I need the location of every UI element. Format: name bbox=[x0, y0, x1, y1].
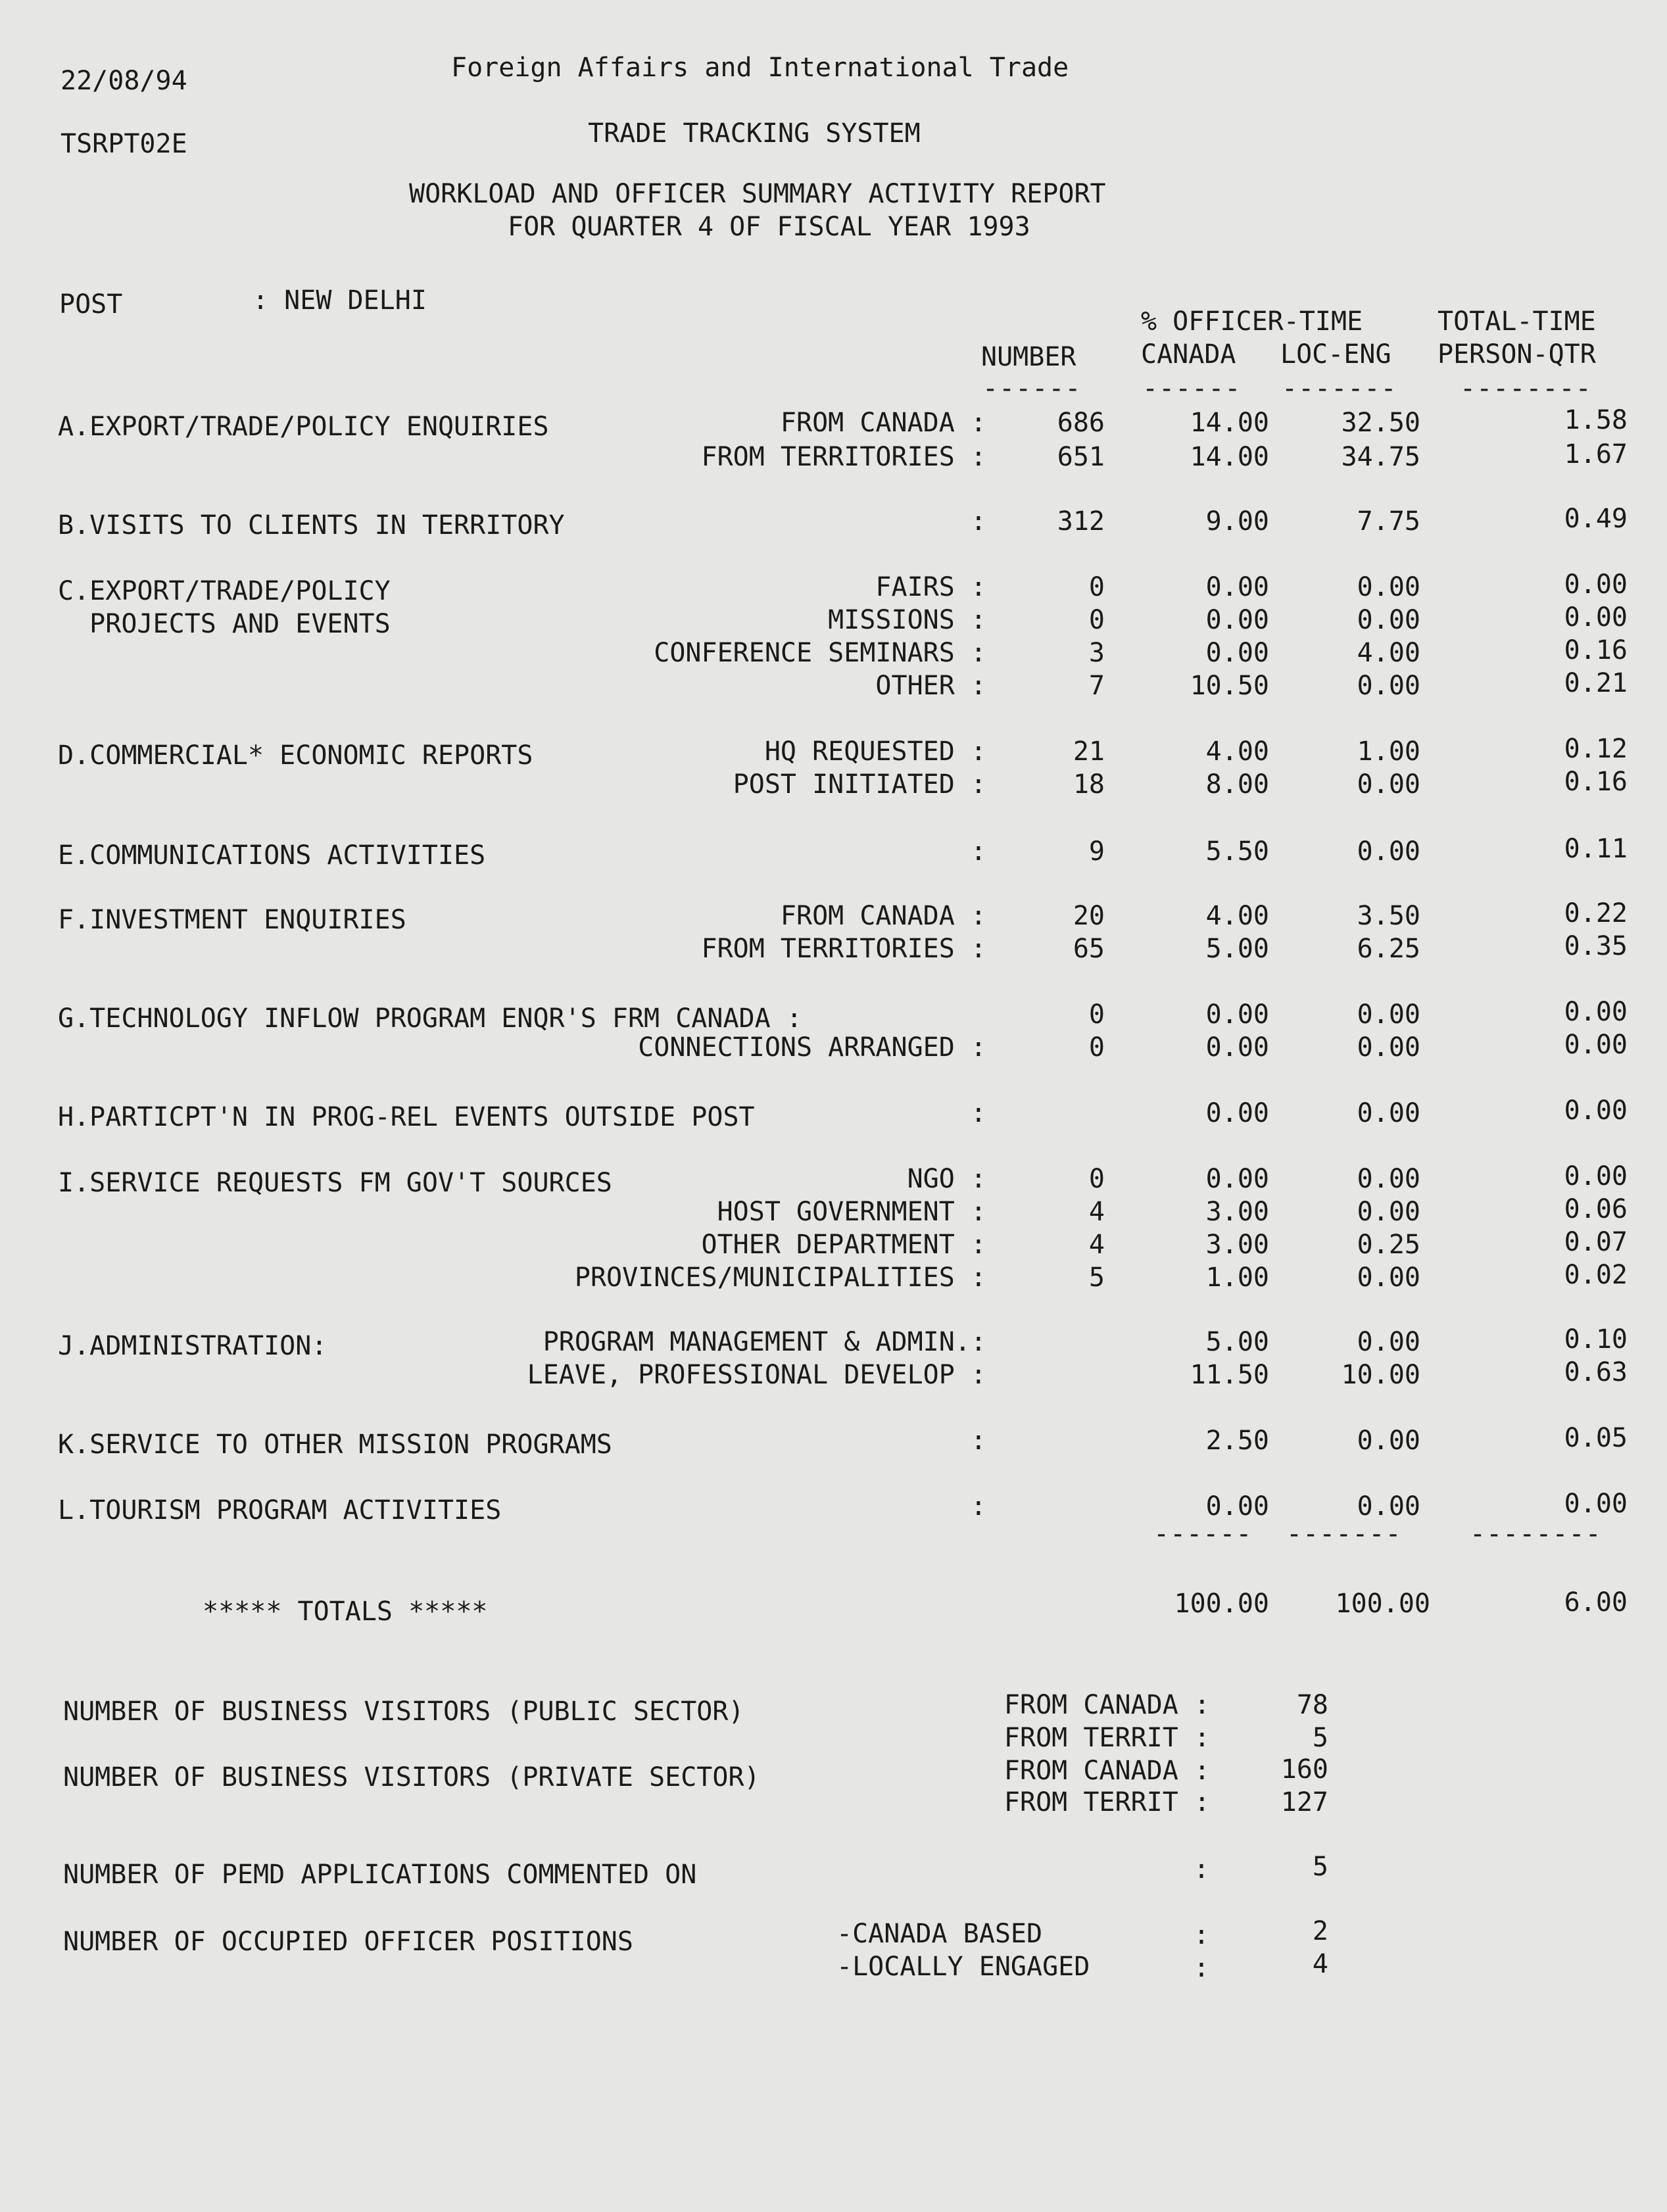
row-canada: 10.50 bbox=[1190, 671, 1269, 701]
totals-total: 6.00 bbox=[1564, 1587, 1628, 1618]
row-total: 0.00 bbox=[1564, 1161, 1628, 1191]
row-total: 0.16 bbox=[1564, 635, 1628, 665]
row-sublabel: FROM CANADA : bbox=[780, 408, 986, 438]
positions-local-val: 4 bbox=[1312, 1949, 1328, 1979]
post-value: : NEW DELHI bbox=[253, 285, 427, 316]
visitors-private-territ-val: 127 bbox=[1280, 1787, 1328, 1817]
row-category: H.PARTICPT'N IN PROG-REL EVENTS OUTSIDE POST bbox=[58, 1102, 755, 1132]
pemd-label: NUMBER OF PEMD APPLICATIONS COMMENTED ON bbox=[63, 1860, 697, 1890]
row-canada: 14.00 bbox=[1190, 408, 1269, 438]
row-canada: 8.00 bbox=[1205, 769, 1269, 800]
row-loc-eng: 0.00 bbox=[1357, 1262, 1420, 1293]
row-canada: 9.00 bbox=[1205, 506, 1269, 537]
row-canada: 5.50 bbox=[1205, 836, 1269, 867]
row-total: 0.00 bbox=[1564, 1095, 1628, 1126]
row-number: 7 bbox=[1088, 671, 1105, 701]
row-sublabel: MISSIONS : bbox=[828, 605, 986, 635]
row-sublabel: : bbox=[970, 506, 986, 537]
post-label: POST bbox=[59, 289, 123, 320]
positions-canada-val: 2 bbox=[1312, 1916, 1328, 1946]
row-total: 1.58 bbox=[1564, 405, 1628, 435]
row-sublabel: HQ REQUESTED : bbox=[764, 736, 986, 767]
row-category: PROJECTS AND EVENTS bbox=[58, 609, 391, 639]
row-canada: 0.00 bbox=[1205, 605, 1269, 635]
report-title-line2: FOR QUARTER 4 OF FISCAL YEAR 1993 bbox=[508, 212, 1030, 242]
row-total: 0.05 bbox=[1564, 1423, 1628, 1453]
row-canada: 4.00 bbox=[1205, 736, 1269, 767]
row-category: J.ADMINISTRATION: bbox=[58, 1331, 327, 1361]
row-category: A.EXPORT/TRADE/POLICY ENQUIRIES bbox=[58, 412, 549, 442]
col-loc-eng-header: LOC-ENG bbox=[1280, 339, 1391, 370]
col-officer-time-header: % OFFICER-TIME bbox=[1141, 306, 1363, 337]
row-number: 20 bbox=[1073, 901, 1105, 931]
row-canada: 5.00 bbox=[1205, 934, 1269, 964]
report-date: 22/08/94 bbox=[60, 66, 187, 96]
col-number-header: NUMBER bbox=[981, 342, 1076, 372]
row-sublabel: PROVINCES/MUNICIPALITIES : bbox=[574, 1262, 986, 1293]
row-canada: 5.00 bbox=[1205, 1327, 1269, 1357]
row-sublabel: OTHER DEPARTMENT : bbox=[701, 1230, 986, 1260]
row-loc-eng: 0.00 bbox=[1357, 769, 1420, 800]
row-loc-eng: 0.00 bbox=[1357, 1327, 1420, 1357]
row-sublabel: NGO : bbox=[907, 1164, 986, 1194]
row-total: 0.21 bbox=[1564, 668, 1628, 698]
row-category: B.VISITS TO CLIENTS IN TERRITORY bbox=[58, 510, 565, 541]
row-total: 0.22 bbox=[1564, 898, 1628, 928]
row-canada: 0.00 bbox=[1205, 999, 1269, 1030]
row-sublabel: FROM TERRITORIES : bbox=[701, 442, 986, 472]
positions-canada-colon: : bbox=[1194, 1920, 1210, 1950]
row-sublabel: POST INITIATED : bbox=[733, 769, 986, 800]
row-loc-eng: 0.00 bbox=[1357, 1164, 1420, 1194]
row-total: 1.67 bbox=[1564, 439, 1628, 469]
row-total: 0.11 bbox=[1564, 834, 1628, 864]
row-category: E.COMMUNICATIONS ACTIVITIES bbox=[58, 840, 486, 871]
row-number: 0 bbox=[1088, 999, 1105, 1030]
row-total: 0.07 bbox=[1564, 1227, 1628, 1257]
row-number: 4 bbox=[1088, 1197, 1105, 1227]
row-category: D.COMMERCIAL* ECONOMIC REPORTS bbox=[58, 740, 533, 771]
totals-label: ***** TOTALS ***** bbox=[203, 1597, 488, 1627]
row-sublabel: PROGRAM MANAGEMENT & ADMIN.: bbox=[543, 1327, 986, 1357]
row-sublabel: HOST GOVERNMENT : bbox=[717, 1197, 986, 1227]
row-sublabel: FROM TERRITORIES : bbox=[701, 934, 986, 964]
row-loc-eng: 0.00 bbox=[1357, 572, 1420, 602]
row-number: 0 bbox=[1088, 572, 1105, 602]
row-sublabel: CONFERENCE SEMINARS : bbox=[654, 638, 986, 668]
visitors-public-canada-val: 78 bbox=[1296, 1690, 1328, 1720]
row-total: 0.06 bbox=[1564, 1194, 1628, 1224]
row-total: 0.16 bbox=[1564, 767, 1628, 797]
row-canada: 3.00 bbox=[1205, 1230, 1269, 1260]
row-number: 0 bbox=[1088, 1164, 1105, 1194]
row-loc-eng: 0.00 bbox=[1357, 605, 1420, 635]
row-number: 9 bbox=[1088, 836, 1105, 867]
row-loc-eng: 0.00 bbox=[1357, 1426, 1420, 1456]
row-total: 0.49 bbox=[1564, 504, 1628, 534]
row-canada: 3.00 bbox=[1205, 1197, 1269, 1227]
row-canada: 1.00 bbox=[1205, 1262, 1269, 1293]
row-number: 686 bbox=[1057, 408, 1105, 438]
row-category: G.TECHNOLOGY INFLOW PROGRAM ENQR'S FRM CANADA : bbox=[58, 1003, 802, 1034]
row-number: 4 bbox=[1088, 1230, 1105, 1260]
row-loc-eng: 0.00 bbox=[1357, 1032, 1420, 1063]
visitors-private-canada-sub: FROM CANADA : bbox=[1003, 1756, 1210, 1786]
visitors-public-canada-sub: FROM CANADA : bbox=[1003, 1690, 1210, 1720]
row-canada: 0.00 bbox=[1205, 1164, 1269, 1194]
visitors-public-territ-val: 5 bbox=[1312, 1723, 1328, 1753]
row-total: 0.35 bbox=[1564, 931, 1628, 961]
row-number: 3 bbox=[1088, 638, 1105, 668]
col-number-underline: ------ bbox=[982, 373, 1082, 404]
row-canada: 14.00 bbox=[1190, 442, 1269, 472]
row-total: 0.00 bbox=[1564, 1030, 1628, 1060]
row-number: 312 bbox=[1057, 506, 1105, 537]
row-loc-eng: 34.75 bbox=[1341, 442, 1420, 472]
report-id: TSRPT02E bbox=[60, 129, 187, 159]
row-total: 0.12 bbox=[1564, 734, 1628, 764]
row-canada: 0.00 bbox=[1205, 638, 1269, 668]
totals-total-underline: -------- bbox=[1470, 1519, 1602, 1549]
positions-canada-sub: -CANADA BASED bbox=[836, 1919, 1043, 1949]
row-canada: 11.50 bbox=[1190, 1360, 1269, 1390]
visitors-private-label: NUMBER OF BUSINESS VISITORS (PRIVATE SECTOR) bbox=[63, 1762, 760, 1792]
row-sublabel: : bbox=[970, 836, 986, 867]
row-sublabel: : bbox=[970, 1426, 986, 1456]
positions-local-colon: : bbox=[1194, 1953, 1210, 1983]
row-loc-eng: 7.75 bbox=[1357, 506, 1420, 537]
row-number: 0 bbox=[1088, 605, 1105, 635]
row-loc-eng: 3.50 bbox=[1357, 901, 1420, 931]
col-total-time-header: TOTAL-TIME bbox=[1437, 306, 1596, 337]
row-total: 0.63 bbox=[1564, 1357, 1628, 1387]
row-sublabel: FROM CANADA : bbox=[780, 901, 986, 931]
row-category: F.INVESTMENT ENQUIRIES bbox=[58, 905, 406, 935]
row-loc-eng: 0.00 bbox=[1357, 999, 1420, 1030]
row-loc-eng: 32.50 bbox=[1341, 408, 1420, 438]
visitors-private-territ-sub: FROM TERRIT : bbox=[1003, 1787, 1210, 1817]
row-canada: 2.50 bbox=[1205, 1426, 1269, 1456]
row-loc-eng: 0.00 bbox=[1357, 836, 1420, 867]
row-category: I.SERVICE REQUESTS FM GOV'T SOURCES bbox=[58, 1168, 612, 1198]
row-loc-eng: 0.00 bbox=[1357, 1197, 1420, 1227]
row-loc-eng: 1.00 bbox=[1357, 736, 1420, 767]
col-person-qtr-underline: -------- bbox=[1460, 373, 1592, 404]
row-canada: 0.00 bbox=[1205, 1032, 1269, 1063]
row-sublabel: CONNECTIONS ARRANGED : bbox=[638, 1032, 986, 1063]
col-canada-underline: ------ bbox=[1142, 373, 1242, 404]
row-total: 0.00 bbox=[1564, 569, 1628, 600]
row-number: 65 bbox=[1073, 934, 1105, 964]
totals-canada-underline: ------ bbox=[1153, 1519, 1253, 1549]
row-loc-eng: 10.00 bbox=[1341, 1360, 1420, 1390]
row-number: 21 bbox=[1073, 736, 1105, 767]
row-loc-eng: 0.00 bbox=[1357, 1491, 1420, 1522]
row-loc-eng: 6.25 bbox=[1357, 934, 1420, 964]
row-total: 0.00 bbox=[1564, 602, 1628, 633]
row-number: 18 bbox=[1073, 769, 1105, 800]
row-total: 0.10 bbox=[1564, 1324, 1628, 1355]
visitors-public-label: NUMBER OF BUSINESS VISITORS (PUBLIC SECTOR) bbox=[63, 1696, 744, 1727]
totals-canada: 100.00 bbox=[1174, 1589, 1269, 1619]
row-number: 651 bbox=[1057, 442, 1105, 472]
department-name: Foreign Affairs and International Trade bbox=[451, 53, 1069, 83]
row-loc-eng: 0.25 bbox=[1357, 1230, 1420, 1260]
pemd-value: 5 bbox=[1312, 1852, 1328, 1882]
positions-local-sub: -LOCALLY ENGAGED bbox=[836, 1952, 1090, 1982]
row-sublabel: OTHER : bbox=[875, 671, 986, 701]
row-category: L.TOURISM PROGRAM ACTIVITIES bbox=[58, 1495, 502, 1526]
row-sublabel: : bbox=[970, 1491, 986, 1522]
row-loc-eng: 0.00 bbox=[1357, 1098, 1420, 1128]
col-canada-header: CANADA bbox=[1141, 339, 1236, 370]
row-canada: 4.00 bbox=[1205, 901, 1269, 931]
system-name: TRADE TRACKING SYSTEM bbox=[588, 118, 921, 149]
row-category: K.SERVICE TO OTHER MISSION PROGRAMS bbox=[58, 1430, 612, 1460]
row-total: 0.02 bbox=[1564, 1260, 1628, 1290]
row-total: 0.00 bbox=[1564, 997, 1628, 1027]
col-person-qtr-header: PERSON-QTR bbox=[1437, 339, 1596, 370]
pemd-colon: : bbox=[1194, 1854, 1210, 1885]
row-loc-eng: 4.00 bbox=[1357, 638, 1420, 668]
row-sublabel: FAIRS : bbox=[875, 572, 986, 602]
row-category: C.EXPORT/TRADE/POLICY bbox=[58, 576, 391, 606]
visitors-public-territ-sub: FROM TERRIT : bbox=[1003, 1723, 1210, 1753]
row-sublabel: LEAVE, PROFESSIONAL DEVELOP : bbox=[527, 1360, 986, 1390]
row-loc-eng: 0.00 bbox=[1357, 671, 1420, 701]
positions-label: NUMBER OF OCCUPIED OFFICER POSITIONS bbox=[63, 1927, 633, 1957]
row-total: 0.00 bbox=[1564, 1489, 1628, 1519]
row-canada: 0.00 bbox=[1205, 572, 1269, 602]
totals-loc-eng-underline: ------- bbox=[1286, 1519, 1402, 1549]
col-loc-eng-underline: ------- bbox=[1282, 373, 1397, 404]
row-number: 0 bbox=[1088, 1032, 1105, 1063]
row-canada: 0.00 bbox=[1205, 1491, 1269, 1522]
totals-loc-eng: 100.00 bbox=[1335, 1589, 1430, 1619]
visitors-private-canada-val: 160 bbox=[1280, 1754, 1328, 1785]
row-canada: 0.00 bbox=[1205, 1098, 1269, 1128]
row-sublabel: : bbox=[970, 1098, 986, 1128]
report-title-line1: WORKLOAD AND OFFICER SUMMARY ACTIVITY REPORT bbox=[409, 179, 1106, 209]
row-number: 5 bbox=[1088, 1262, 1105, 1293]
